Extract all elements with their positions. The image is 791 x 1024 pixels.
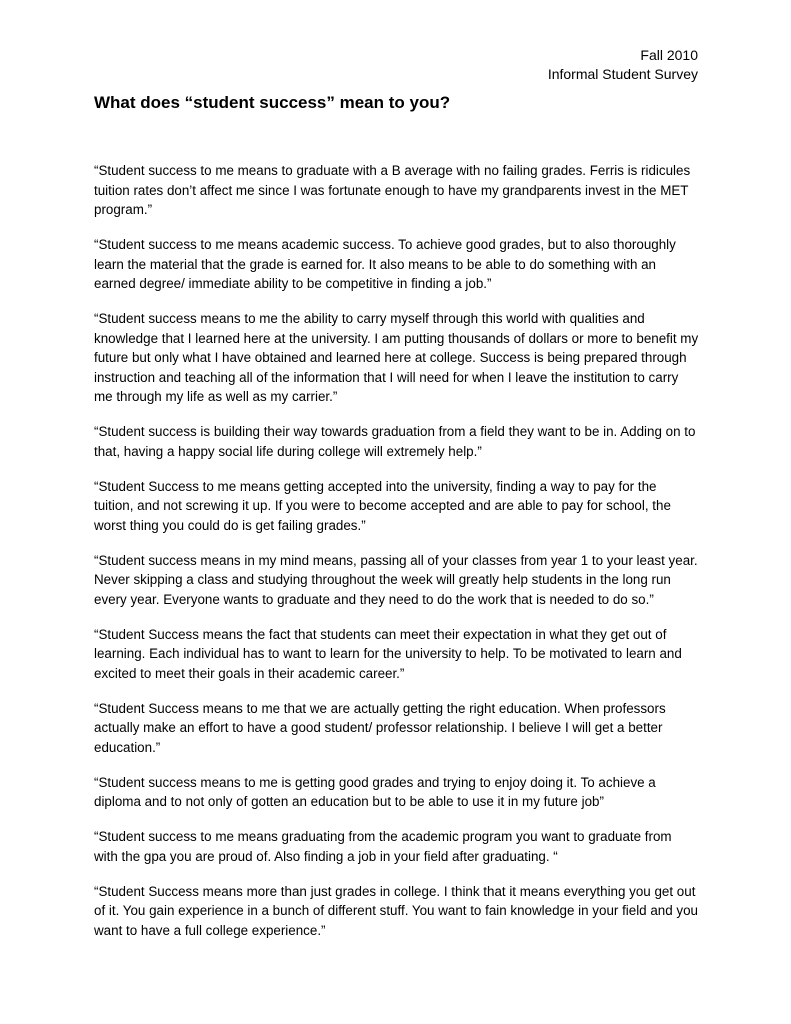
response-list [94, 161, 699, 956]
document-header [548, 46, 698, 84]
response-paragraph: “Student success means to me the ability to carry myself through this world with qualities and knowledge that I learned here at the university. I am putting thousands of dollars or more to benefit my future but only what I have obtained and learned here at college. Success is being prepared through instruction and teaching all of the information that I will need for when I leave the institution to carry me through my life as well as my carrier.” [94, 311, 699, 404]
term-label: Fall 2010 [640, 47, 698, 63]
response-paragraph: “Student Success to me means getting accepted into the university, finding a way to pay for the tuition, and not screwing it up. If you were to become accepted and are able to pay for school, the worst thing you could do is get failing grades.” [94, 478, 671, 533]
response-paragraph: “Student success is building their way towards graduation from a field they want to be in. Adding on to that, having a happy social life during college will extremely help.” [94, 424, 696, 459]
response-paragraph: “Student Success means to me that we are actually getting the right education. When professors actually make an effort to have a good student/ professor relationship. I believe I will get a better education.” [94, 700, 666, 755]
response-paragraph: “Student success to me means to graduate with a B average with no failing grades. Ferris is ridicules tuition rates don’t affect me since I was fortunate enough to have my grandparents invest in the MET program.” [94, 163, 691, 217]
response-paragraph: “Student Success means the fact that students can meet their expectation in what they get out of learning. Each individual has to want to learn for the university to help. To be motivated to learn and excited to meet their goals in their academic career.” [94, 626, 682, 681]
response-paragraph: “Student success means in my mind means, passing all of your classes from year 1 to your least year. Never skipping a class and studying throughout the week will greatly help students in the long run every year. Everyone wants to graduate and they need to do the work that is needed to do so.” [94, 552, 698, 607]
response-paragraph: “Student success means to me is getting good grades and trying to enjoy doing it. To achieve a diploma and to not only of gotten an education but to be able to use it in my future job” [94, 774, 656, 809]
response-paragraph: “Student success to me means academic success. To achieve good grades, but to also thoroughly learn the material that the grade is earned for. It also means to be able to do something with an earned degree/ immediate ability to be competitive in finding a job.” [94, 237, 676, 291]
response-paragraph: “Student success to me means graduating from the academic program you want to graduate from with the gpa you are proud of. Also finding a job in your field after graduating. “ [94, 829, 672, 864]
response-paragraph: “Student Success means more than just grades in college. I think that it means everything you get out of it. You gain experience in a bunch of different stuff. You want to fain knowledge in your field and you want to have a full college experience.” [94, 883, 699, 938]
survey-name: Informal Student Survey [547, 66, 698, 82]
page-title: What does “student success” mean to you? [94, 93, 451, 112]
